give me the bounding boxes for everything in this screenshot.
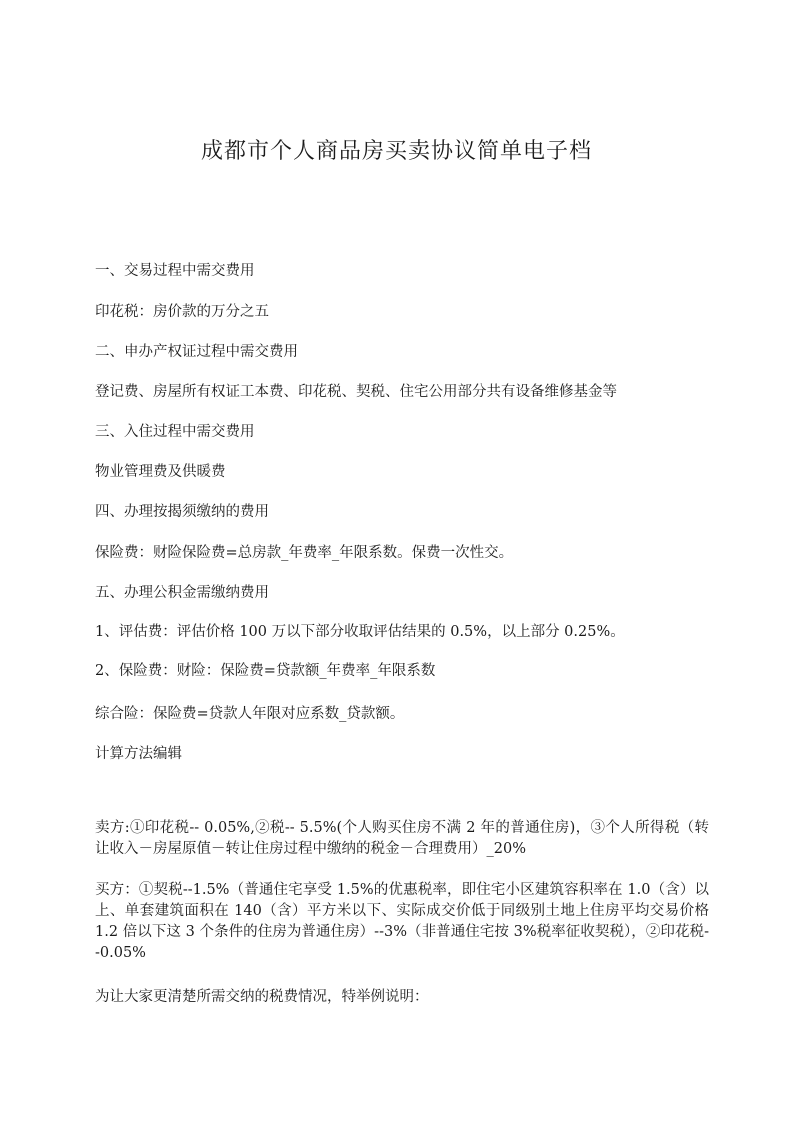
- paragraph-certificate-fees: 登记费、房屋所有权证工本费、印花税、契税、住宅公用部分共有设备维修基金等: [95, 384, 617, 400]
- paragraph-appraisal-fee: 1、评估费：评估价格 100 万以下部分收取评估结果的 0.5%，以上部分 0.25%。: [95, 624, 625, 640]
- section-heading-3: 三、入住过程中需交费用: [95, 424, 255, 440]
- paragraph-seller-taxes: 卖方:①印花税-- 0.05%,②税-- 5.5%(个人购买住房不满 2 年的普通住房)，③个人所得税（转让收入－房屋原值－转让住房过程中缴纳的税金－合理费用）_20%: [95, 820, 709, 857]
- section-heading-1: 一、交易过程中需交费用: [95, 263, 255, 279]
- section-heading-2: 二、申办产权证过程中需交费用: [95, 344, 298, 360]
- paragraph-property-insurance: 2、保险费：财险：保险费=贷款额_年费率_年限系数: [95, 663, 436, 679]
- section-heading-5: 五、办理公积金需缴纳费用: [95, 585, 269, 601]
- paragraph-property-fees: 物业管理费及供暖费: [95, 464, 226, 480]
- section-heading-calculation: 计算方法编辑: [95, 746, 182, 762]
- paragraph-insurance-fee: 保险费：财险保险费=总房款_年费率_年限系数。保费一次性交。: [95, 545, 514, 561]
- paragraph-buyer-taxes: 买方：①契税--1.5%（普通住宅享受 1.5%的优惠税率，即住宅小区建筑容积率在 1.0（含）以上、单套建筑面积在 140（含）平方米以下、实际成交价低于同级别土地上住房平均交易价格 1.2 倍以下这 3 个条件的住房为普通住房）--3%（非普通住宅按 3%税率征收契税），②印花税--0.05%: [95, 882, 709, 961]
- paragraph-comprehensive-insurance: 综合险：保险费=贷款人年限对应系数_贷款额。: [95, 706, 405, 722]
- section-heading-4: 四、办理按揭须缴纳的费用: [95, 504, 269, 520]
- paragraph-example-intro: 为让大家更清楚所需交纳的税费情况，特举例说明：: [95, 989, 429, 1005]
- document-title: 成都市个人商品房买卖协议简单电子档: [200, 139, 592, 164]
- paragraph-stamp-tax: 印花税：房价款的万分之五: [95, 304, 269, 320]
